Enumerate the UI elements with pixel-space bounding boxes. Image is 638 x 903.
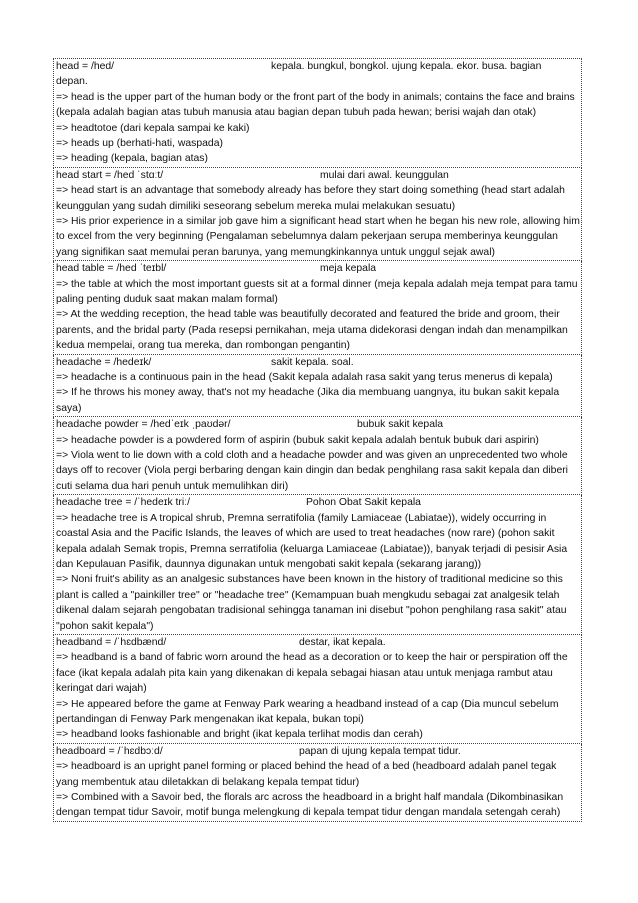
entry-headline (54, 495, 581, 510)
entry-headline (54, 59, 581, 74)
entry-head (53, 58, 582, 168)
entry-line: => head is the upper part of the human body or the front part of the body in animals; contains the face and brains (kepala adalah bagian atas tubuh manusia atau bagian depan tubuh pada hewan; berisi wajah dan otak) (56, 91, 575, 119)
entry-headboard (53, 744, 582, 822)
entry-term: headboard = /ˈhɛdbɔːd/ (56, 745, 163, 757)
entry-headline (54, 355, 581, 370)
entry-line: => Noni fruit's ability as an analgesic substances have been known in the history of traditional medicine so this plant is called a "painkiller tree" or "headache tree" (Kemampuan buah mengkudu sebagai zat analgesik telah dikenal dalam sejarah pengobatan tradisional sehingga tanaman ini disebut "pohon penghilang rasa sakit" atau "pohon sakit kepala") (56, 574, 567, 632)
entry-term: headache tree = /ˈhedeɪk triː/ (56, 497, 190, 509)
entry-term: headband = /ˈhɛdbænd/ (56, 636, 167, 648)
entry-headline (54, 168, 581, 183)
entry-headline (54, 417, 581, 432)
entry-line: => head start is an advantage that somebody already has before they start doing something (head start adalah keunggulan yang sudah dimiliki seseorang sebelum mereka mulai melakukan sesuatu) (56, 185, 565, 212)
entry-gloss: bubuk sakit kepala (357, 419, 444, 431)
entry-line: => If he throws his money away, that's not my headache (Jika dia membuang uangnya, itu bukan sakit kepala saya) (56, 387, 560, 414)
entry-gloss: sakit kepala. soal. (271, 356, 354, 368)
entry-line: => He appeared before the game at Fenway Park wearing a headband instead of a cap (Dia muncul sebelum pertandingan di Fenway Park mengenakan ikat kepala, bukan topi) (56, 698, 559, 725)
entry-line: => headtotoe (dari kepala sampai ke kaki) (56, 122, 250, 134)
entry-term: headache powder = /hedˈeɪk ˌpaʊdər/ (56, 419, 231, 431)
entry-line: => Viola went to lie down with a cold cloth and a headache powder and was given an unprecedented two whole days off to recover (Viola pergi berbaring dengan kain dingin dan bedak penghilang rasa sakit kepala dan diberi cuti selama dua hari penuh untuk memulihkan diri) (56, 450, 568, 492)
entry-gloss: Pohon Obat Sakit kepala (306, 497, 421, 509)
entry-line: => headache tree is A tropical shrub, Premna serratifolia (family Lamiaceae (Labiatae)), widely occurring in coastal Asia and the Pacific Islands, the leaves of which are used to treat headaches (now rare) (pohon sakit kepala adalah Semak tropis, Premna serratifolia (keluarga Lamiaceae (Labiatae)), banyak terjadi di pesisir Asia dan Kepulauan Pasifik, daunnya digunakan untuk mengobati sakit kepala (sekarang jarang)) (56, 512, 568, 570)
entry-head-table (53, 261, 582, 354)
entry-headache-powder (53, 417, 582, 495)
entry-line: => At the wedding reception, the head table was beautifully decorated and featured the bride and groom, their parents, and the bridal party (Pada resepsi pernikahan, meja utama didekorasi dengan indah dan menampilkan kedua mempelai, orang tua mereka, dan rombongan pengantin) (56, 309, 568, 352)
entry-line: => the table at which the most important guests sit at a formal dinner (meja kepala adalah meja tempat para tamu paling penting duduk saat makan malam formal) (56, 278, 578, 306)
dictionary-entries (53, 58, 582, 822)
entry-line: => His prior experience in a similar job gave him a significant head start when he began his new role, allowing him to excel from the very beginning (Pengalaman sebelumnya dalam pekerjaan serupa memberinya keunggulan yang signifikan saat memulai peran barunya, yang memungkinkannya untuk unggul sejak awal) (56, 216, 580, 258)
entry-line: => headband is a band of fabric worn around the head as a decoration or to keep the hair or perspiration off the face (ikat kepala adalah pita kain yang dikenakan di kepala sebagai hiasan atau untuk menjaga rambut atau keringat dari wajah) (56, 652, 568, 695)
entry-headache (53, 355, 582, 418)
entry-gloss: kepala. bungkul, bongkol. ujung kepala. ekor. busa. bagian (271, 61, 542, 72)
entry-line: => heads up (berhati-hati, waspada) (56, 138, 223, 150)
entry-line: => Combined with a Savoir bed, the florals arc across the headboard in a bright half mandala (Dikombinasikan dengan tempat tidur Savoir, motif bunga melengkung di kepala tempat tidur dengan mandala setengah cerah) (56, 791, 564, 819)
entry-headache-tree (53, 495, 582, 635)
entry-gloss: mulai dari awal. keunggulan (320, 169, 449, 181)
entry-term: head start = /hed ˈstɑːt/ (56, 169, 164, 181)
entry-line: => headband looks fashionable and bright (ikat kepala terlihat modis dan cerah) (56, 729, 423, 741)
entry-headband (53, 635, 582, 744)
entry-line: => headboard is an upright panel forming or placed behind the head of a bed (headboard adalah panel tegak yang membentuk atau diletakkan di belakang kepala tempat tidur) (56, 761, 557, 788)
entry-gloss: papan di ujung kepala tempat tidur. (299, 745, 461, 757)
entry-term: head = /hed/ (56, 61, 115, 72)
entry-term: headache = /hedeɪk/ (56, 356, 152, 368)
entry-gloss: meja kepala (320, 263, 377, 275)
entry-line: depan. (56, 76, 88, 88)
entry-term: head table = /hed ˈteɪbl/ (56, 263, 167, 275)
entry-head-start (53, 168, 582, 261)
entry-line: => heading (kepala, bagian atas) (56, 153, 208, 165)
entry-gloss: destar, ikat kepala. (299, 636, 386, 648)
entry-headline (54, 635, 581, 650)
entry-line: => headache is a continuous pain in the head (Sakit kepala adalah rasa sakit yang terus menerus di kepala) (56, 372, 553, 384)
entry-headline (54, 744, 581, 759)
entry-headline (54, 261, 581, 276)
entry-line: => headache powder is a powdered form of aspirin (bubuk sakit kepala adalah bentuk bubuk dari aspirin) (56, 434, 539, 446)
